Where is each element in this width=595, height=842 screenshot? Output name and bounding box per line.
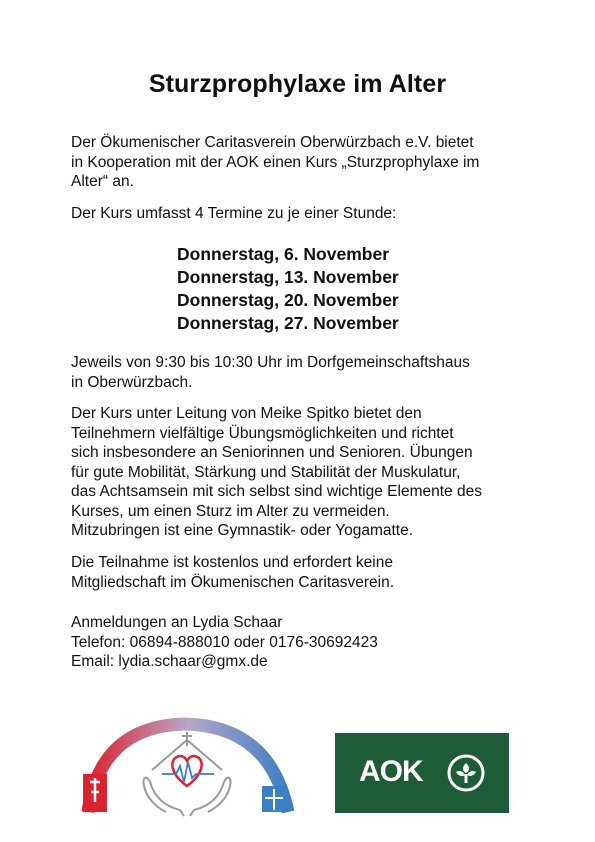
contact-phone: Telefon: 06894-888010 oder 0176-30692423 bbox=[71, 633, 378, 651]
date-item: Donnerstag, 20. November bbox=[177, 290, 399, 310]
cost-line: Die Teilnahme ist kostenlos und erfordert keine bbox=[71, 554, 393, 571]
cost-paragraph bbox=[71, 553, 541, 592]
description-line: Mitzubringen ist eine Gymnastik- oder Yogamatte. bbox=[71, 522, 414, 539]
aok-logo bbox=[335, 733, 509, 813]
description-line: das Achtsamsein mit sich selbst sind wichtige Elemente des bbox=[71, 483, 482, 500]
date-list bbox=[177, 243, 399, 335]
time-location-paragraph bbox=[71, 353, 541, 392]
description-line: Teilnehmern vielfältige Übungsmöglichkeiten und richtet bbox=[71, 424, 454, 442]
course-info: Der Kurs umfasst 4 Termine zu je einer Stunde: bbox=[71, 205, 397, 222]
cost-line: Mitgliedschaft im Ökumenischen Caritasverein. bbox=[71, 573, 395, 591]
intro-paragraph bbox=[71, 133, 541, 192]
time-location-line: in Oberwürzbach. bbox=[71, 373, 193, 391]
date-item: Donnerstag, 6. November bbox=[177, 244, 389, 264]
description-paragraph bbox=[71, 404, 541, 541]
description-line: Kurses, um einen Sturz im Alter zu vermeiden. bbox=[71, 502, 390, 520]
date-item: Donnerstag, 27. November bbox=[177, 313, 399, 333]
description-line: sich insbesondere an Seniorinnen und Senioren. Übungen bbox=[71, 444, 473, 461]
contact-name: Anmeldungen an Lydia Schaar bbox=[71, 614, 283, 631]
intro-line: in Kooperation mit der AOK einen Kurs „Sturzprophylaxe im bbox=[71, 153, 480, 171]
aok-logo-text: AOK bbox=[359, 755, 423, 788]
intro-line: Der Ökumenischer Caritasverein Oberwürzbach e.V. bietet bbox=[71, 134, 474, 151]
time-location-line: Jeweils von 9:30 bis 10:30 Uhr im Dorfgemeinschaftshaus bbox=[71, 354, 470, 371]
caritas-logo-icon bbox=[80, 712, 295, 820]
date-item: Donnerstag, 13. November bbox=[177, 267, 399, 287]
description-line: für gute Mobilität, Stärkung und Stabilität der Muskulatur, bbox=[71, 463, 461, 481]
contact-paragraph bbox=[71, 613, 541, 672]
description-line: Der Kurs unter Leitung von Meike Spitko bietet den bbox=[71, 405, 422, 422]
caritas-logo bbox=[80, 712, 295, 820]
page-title: Sturzprophylaxe im Alter bbox=[148, 70, 447, 98]
aok-tree-icon bbox=[445, 752, 487, 794]
contact-email: Email: lydia.schaar@gmx.de bbox=[71, 653, 268, 670]
intro-line: Alter“ an. bbox=[71, 173, 134, 190]
